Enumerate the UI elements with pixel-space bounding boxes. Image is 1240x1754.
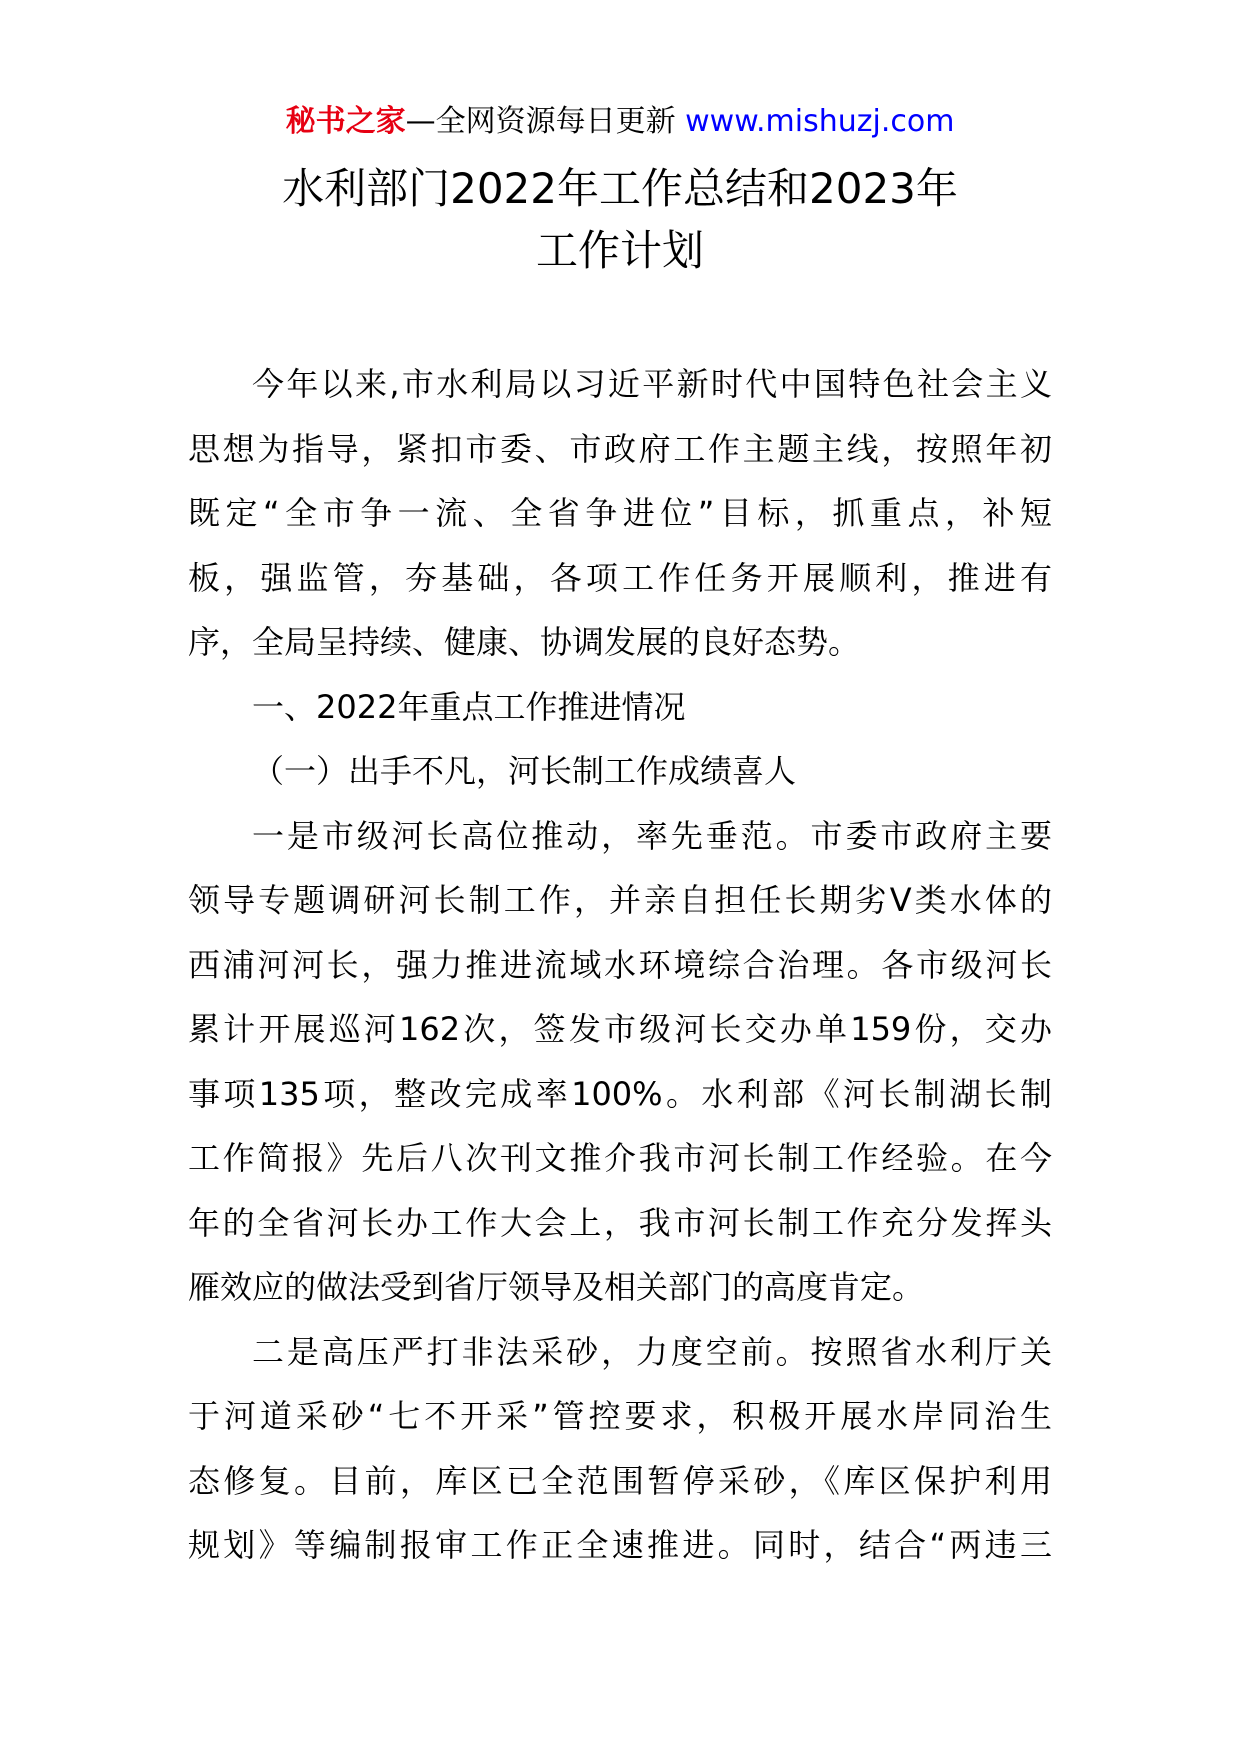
paragraph-sand-mining [188, 1320, 1052, 1578]
text-line: 规划》等编制报审工作正全速推进。同时，结合“两违三 [188, 1526, 1052, 1564]
watermark-slogan: —全网资源每日更新 [405, 104, 676, 139]
text-line: 雁效应的做法受到省厅领导及相关部门的高度肯定。 [188, 1268, 925, 1306]
text-line: 西浦河河长，强力推进流域水环境综合治理。各市级河长 [188, 945, 1052, 984]
watermark-header [0, 100, 1240, 144]
text-line: 态修复。目前，库区已全范围暂停采砂，《库区保护利用 [188, 1461, 1052, 1500]
text-line: 领导专题调研河长制工作，并亲自担任长期劣Ⅴ类水体的 [188, 881, 1052, 919]
text-line: 累计开展巡河162次，签发市级河长交办单159份，交办 [188, 1010, 1052, 1048]
document-title [0, 158, 1240, 282]
text-line: 序，全局呈持续、健康、协调发展的良好态势。 [188, 623, 861, 661]
section-heading [188, 675, 1052, 740]
watermark-brand: 秘书之家 [285, 104, 406, 139]
text-line: 年的全省河长办工作大会上，我市河长制工作充分发挥头 [188, 1203, 1052, 1242]
text-line: 思想为指导，紧扣市委、市政府工作主题主线，按照年初 [188, 429, 1052, 468]
text-line: 事项135项，整改完成率100%。水利部《河长制湖长制 [188, 1074, 1052, 1113]
text-line: 二是高压严打非法采砂，力度空前。按照省水利厅关 [252, 1332, 1052, 1371]
watermark-url: www.mishuzj.com [685, 104, 955, 139]
subsection-1-heading: （一）出手不凡，河长制工作成绩喜人 [252, 752, 797, 790]
title-line-2: 工作计划 [535, 226, 704, 275]
paragraph-river-chief [188, 804, 1052, 1320]
section-1-heading: 一、2022年重点工作推进情况 [252, 687, 686, 726]
text-line: 板，强监管，夯基础，各项工作任务开展顺利，推进有 [188, 558, 1052, 597]
title-line-1: 水利部门2022年工作总结和2023年 [282, 164, 958, 213]
text-line: 既定“全市争一流、全省争进位”目标，抓重点，补短 [188, 494, 1052, 532]
subsection-heading [188, 739, 1052, 804]
document-body [188, 352, 1052, 1578]
text-line: 工作简报》先后八次刊文推介我市河长制工作经验。在今 [188, 1139, 1052, 1177]
text-line: 一是市级河长高位推动，率先垂范。市委市政府主要 [252, 816, 1052, 855]
intro-paragraph [188, 352, 1052, 675]
text-line: 今年以来,市水利局以习近平新时代中国特色社会主义 [252, 365, 1052, 403]
text-line: 于河道采砂“七不开采”管控要求，积极开展水岸同治生 [188, 1397, 1052, 1435]
